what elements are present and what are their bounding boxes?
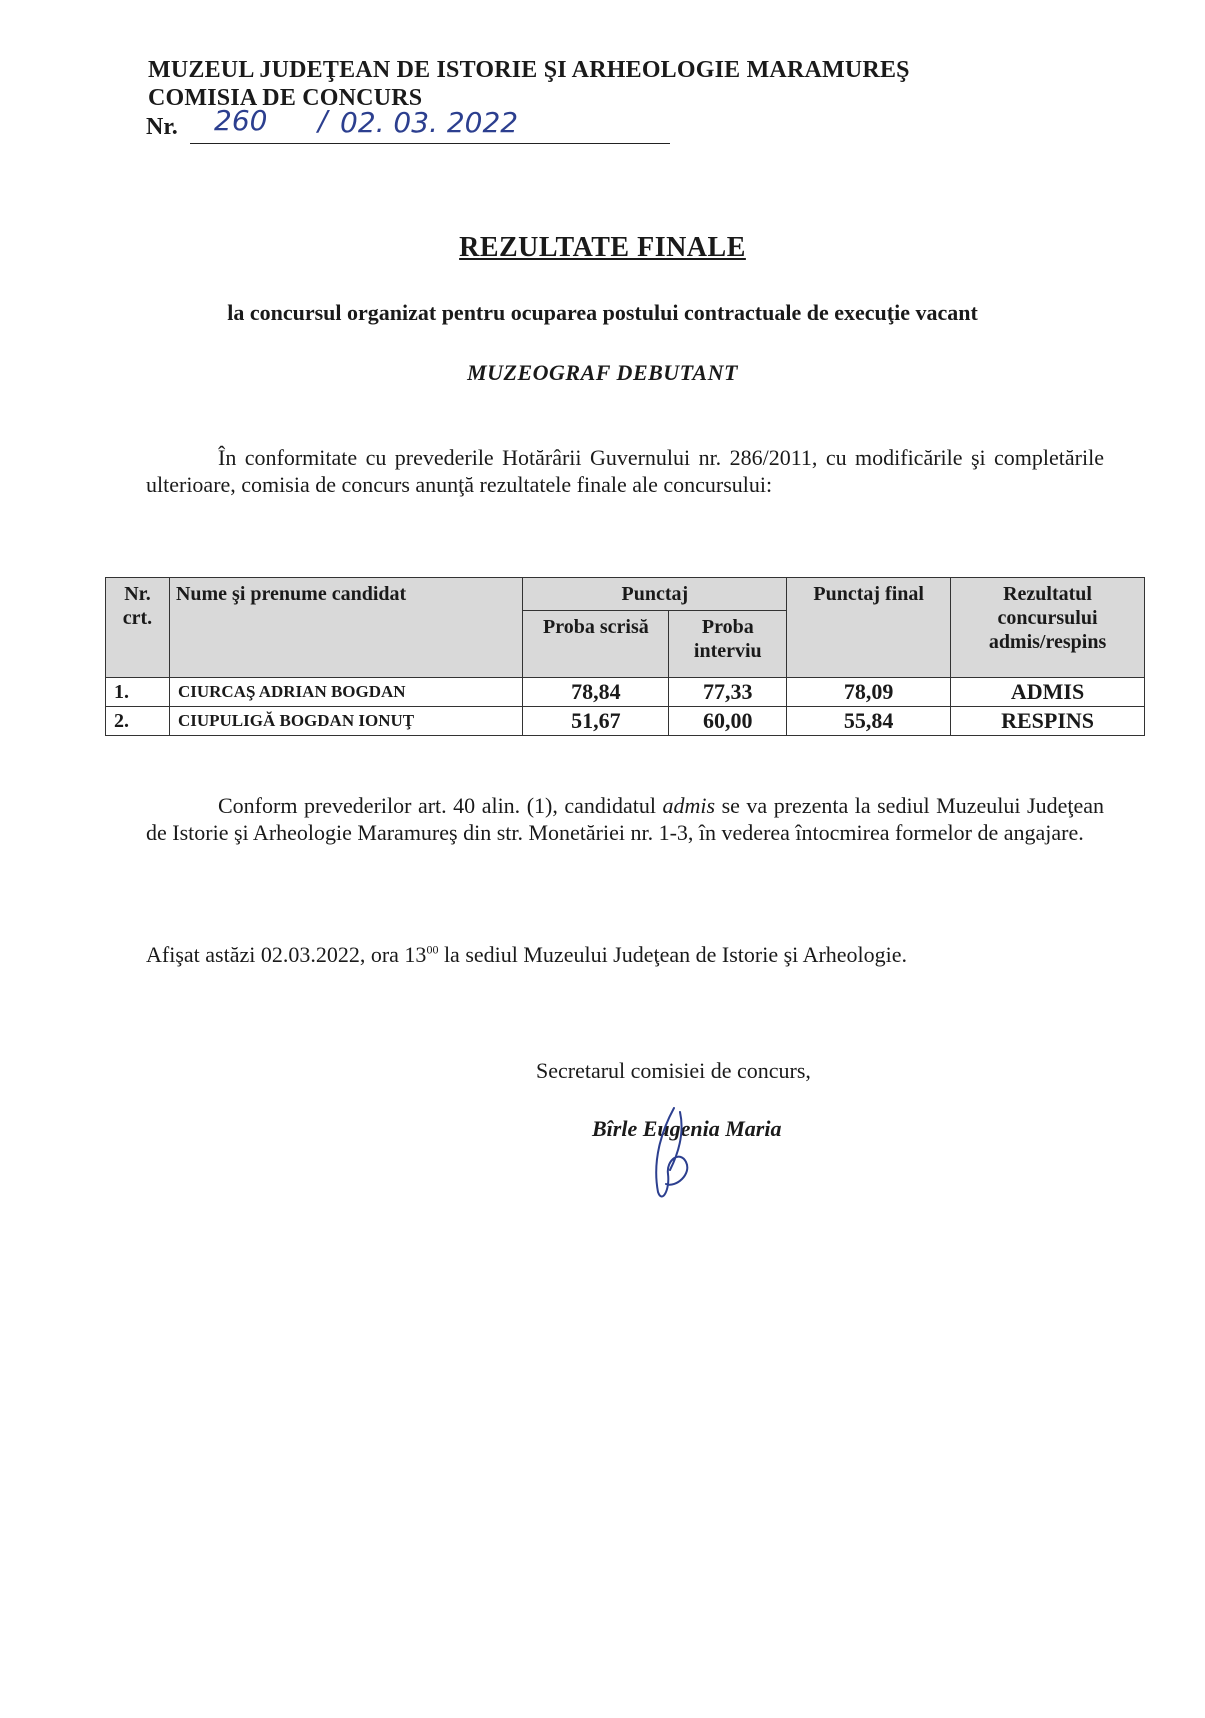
intro-text: În conformitate cu prevederile Hotărârii Guvernului nr. 286/2011, cu modificările şi completările ulterioare, comisia de concurs anunţă rezultatele finale ale concursului: — [146, 445, 1104, 497]
cell-interview: 60,00 — [669, 707, 787, 736]
commission-name: COMISIA DE CONCURS — [148, 85, 423, 111]
cell-interview: 77,33 — [669, 678, 787, 707]
registration-underline — [190, 143, 670, 144]
cell-nr: 2. — [106, 707, 170, 736]
posting-text-before: Afişat astăzi 02.03.2022, ora 13 — [146, 942, 427, 967]
posting-text-after: la sediul Muzeului Judeţean de Istorie şi Arheologie. — [438, 942, 908, 967]
nr-label: Nr. — [146, 114, 178, 140]
secretary-role: Secretarul comisiei de concurs, — [536, 1058, 811, 1083]
signatory-name: Bîrle Eugenia Maria — [592, 1116, 782, 1141]
header-name: Nume şi prenume candidat — [169, 578, 523, 678]
header-nr: Nr. crt. — [106, 578, 170, 678]
table-row — [106, 707, 1145, 736]
table-header-row — [106, 578, 1145, 611]
cell-written: 78,84 — [523, 678, 669, 707]
cell-result: RESPINS — [951, 707, 1145, 736]
posting-time-sup: 00 — [426, 942, 439, 957]
document-subtitle: la concursul organizat pentru ocuparea postului contractuale de execuţie vacant — [227, 300, 978, 325]
header-final: Punctaj final — [787, 578, 951, 678]
cell-name: CIUPULIGĂ BOGDAN IONUŢ — [169, 707, 523, 736]
handwritten-reg-date: 02. 03. 2022 — [340, 106, 519, 139]
cell-final: 55,84 — [787, 707, 951, 736]
cell-nr: 1. — [106, 678, 170, 707]
header-interview: Proba interviu — [669, 611, 787, 678]
cell-name: CIURCAŞ ADRIAN BOGDAN — [169, 678, 523, 707]
table-row — [106, 678, 1145, 707]
posting-notice — [146, 942, 907, 968]
intro-paragraph — [146, 444, 1104, 498]
document-title: REZULTATE FINALE — [459, 232, 746, 263]
cell-written: 51,67 — [523, 707, 669, 736]
cell-final: 78,09 — [787, 678, 951, 707]
header-punctaj: Punctaj — [523, 578, 787, 611]
cell-result: ADMIS — [951, 678, 1145, 707]
handwritten-signature — [640, 1100, 730, 1210]
registration-line — [146, 114, 178, 141]
results-table — [105, 577, 1145, 736]
header-result: Rezultatul concursului admis/respins — [951, 578, 1145, 678]
instructions-before: Conform prevederilor art. 40 alin. (1), candidatul — [218, 793, 656, 818]
handwritten-reg-number: 260 — [214, 104, 268, 137]
header-written: Proba scrisă — [523, 611, 669, 678]
instructions-after: se va prezenta la sediul Muzeului Judeţean de Istorie şi Arheologie Maramureş din str. Monetăriei nr. 1-3, în vederea întocmirea formelor de angajare. — [146, 793, 1104, 845]
instructions-paragraph — [146, 792, 1104, 846]
institution-name: MUZEUL JUDEŢEAN DE ISTORIE ŞI ARHEOLOGIE MARAMUREŞ — [148, 57, 910, 83]
position-name: MUZEOGRAF DEBUTANT — [467, 360, 738, 385]
instructions-emphasis: admis — [662, 793, 716, 818]
handwritten-slash: / — [318, 104, 328, 137]
